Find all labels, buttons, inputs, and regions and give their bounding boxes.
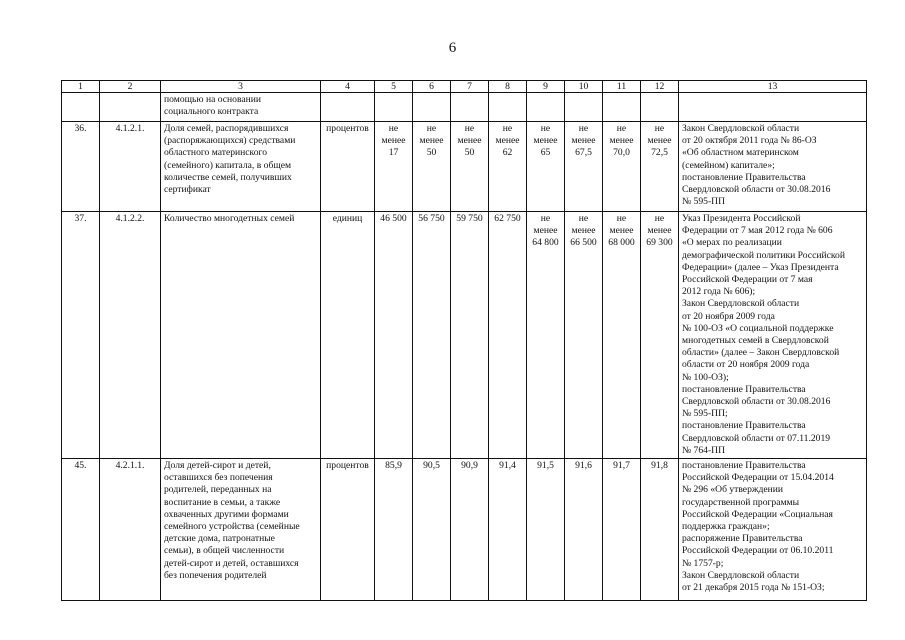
text-line: от 20 ноября 2009 года	[682, 310, 775, 322]
cell-value	[375, 212, 413, 459]
header-col-5: 5	[375, 81, 413, 93]
text-line: менее	[571, 135, 596, 147]
text-line: распоряжение Правительства	[682, 533, 803, 545]
cell-code: 4.2.1.1.	[100, 459, 161, 601]
cell-value	[451, 212, 489, 459]
text-line: Свердловской области от 30.08.2016	[682, 396, 831, 408]
cell-value	[451, 122, 489, 212]
text-line: поддержка граждан»;	[682, 521, 770, 533]
cell-no: 37.	[62, 212, 100, 459]
cell-value	[413, 122, 451, 212]
text-line: 91,5	[537, 460, 554, 472]
text-line: Российской Федерации «Социальная	[682, 508, 833, 520]
text-line: постановление Правительства	[682, 460, 806, 472]
text-line: не	[578, 213, 589, 224]
text-line: менее	[571, 225, 596, 237]
text-line: детские дома, патронатные	[164, 533, 275, 545]
cell-value	[413, 93, 451, 122]
cell-value	[641, 93, 679, 122]
cell-value	[413, 459, 451, 601]
text-line: от 21 декабря 2015 года № 151-ОЗ;	[682, 582, 825, 594]
text-line: от 20 октября 2011 года № 86-ОЗ	[682, 135, 817, 147]
text-line: № 595-ПП;	[682, 408, 728, 420]
text-line: 72,5	[651, 147, 668, 159]
text-line: Закон Свердловской области	[682, 123, 800, 134]
cell-no: 45.	[62, 459, 100, 601]
header-col-9: 9	[527, 81, 565, 93]
text-line: № 296 «Об утверждении	[682, 484, 784, 496]
text-line: Федерации от 7 мая 2012 года № 606	[682, 225, 833, 237]
text-line: Российской Федерации от 15.04.2014	[682, 472, 834, 484]
text-line: 91,7	[613, 460, 630, 472]
cell-value	[527, 122, 565, 212]
text-line: 50	[464, 147, 475, 159]
text-line: Указ Президента Российской	[682, 213, 801, 224]
cell-value	[375, 122, 413, 212]
text-line: не	[388, 123, 399, 134]
text-line: 90,9	[461, 460, 478, 472]
text-line: Доля детей-сирот и детей,	[164, 460, 271, 472]
cell-name	[161, 459, 321, 601]
cell-value	[451, 93, 489, 122]
cell-value	[375, 459, 413, 601]
text-line: Свердловской области от 07.11.2019	[682, 432, 831, 444]
cell-value	[489, 93, 527, 122]
text-line: 69 300	[646, 237, 673, 249]
text-line: Доля семей, распорядившихся	[164, 123, 289, 134]
indicators-table	[61, 80, 867, 601]
cell-code: 4.1.2.1.	[100, 122, 161, 212]
text-line: 17	[388, 147, 399, 159]
text-line: 91,8	[651, 460, 668, 472]
text-line: количестве семей, получивших	[164, 171, 292, 183]
text-line: сертификат	[164, 184, 211, 196]
text-line: 2012 года № 606);	[682, 286, 756, 298]
text-line: № 595-ПП	[682, 196, 725, 208]
text-line: семейного устройства (семейные	[164, 521, 300, 533]
text-line: менее	[419, 135, 444, 147]
table-row	[62, 212, 867, 459]
cell-value	[603, 459, 641, 601]
cell-value	[603, 93, 641, 122]
cell-source	[679, 212, 867, 459]
text-line: 91,4	[499, 460, 516, 472]
cell-name	[161, 93, 321, 122]
text-line: «О мерах по реализации	[682, 237, 782, 249]
text-line: менее	[381, 135, 406, 147]
text-line: не	[616, 213, 627, 224]
text-line: Свердловской области от 30.08.2016	[682, 184, 831, 196]
text-line: 90,5	[423, 460, 440, 472]
text-line: охваченных другими формами	[164, 508, 289, 520]
header-col-7: 7	[451, 81, 489, 93]
text-line: оставшихся без попечения	[164, 472, 273, 484]
cell-value	[527, 459, 565, 601]
text-line: детей-сирот и детей, оставшихся	[164, 557, 299, 569]
cell-value	[375, 93, 413, 122]
text-line: «Об областном материнском	[682, 147, 799, 159]
text-line: постановление Правительства	[682, 383, 806, 395]
text-line: 66 500	[570, 237, 597, 249]
cell-value	[413, 212, 451, 459]
header-row	[62, 81, 867, 93]
text-line: 68 000	[608, 237, 635, 249]
text-line: не	[464, 123, 475, 134]
text-line: менее	[647, 225, 672, 237]
header-col-2: 2	[100, 81, 161, 93]
text-line: № 764-ПП	[682, 444, 725, 456]
text-line: помощью на основании	[164, 94, 262, 105]
text-line: менее	[609, 135, 634, 147]
cell-value	[641, 212, 679, 459]
text-line: 70,0	[613, 147, 630, 159]
text-line: многодетных семей в Свердловской	[682, 335, 829, 347]
text-line: 65	[540, 147, 551, 159]
header-col-10: 10	[565, 81, 603, 93]
cell-unit: единиц	[321, 212, 375, 459]
cell-source	[679, 93, 867, 122]
text-line: области» (далее – Закон Свердловской	[682, 347, 840, 359]
text-line: воспитание в семьи, а также	[164, 496, 281, 508]
text-line: 85,9	[385, 460, 402, 472]
header-col-4: 4	[321, 81, 375, 93]
text-line: (распоряжающихся) средствами	[164, 135, 296, 147]
table-row	[62, 122, 867, 212]
text-line: не	[540, 213, 551, 224]
cell-unit: процентов	[321, 122, 375, 212]
text-line: менее	[533, 135, 558, 147]
text-line: (семейного) капитала, в общем	[164, 159, 292, 171]
header-col-12: 12	[641, 81, 679, 93]
text-line: № 100-ОЗ);	[682, 371, 729, 383]
text-line: Закон Свердловской области	[682, 298, 800, 310]
cell-no: 36.	[62, 122, 100, 212]
text-line: 56 750	[418, 213, 445, 224]
cell-value	[527, 93, 565, 122]
text-line: не	[654, 123, 665, 134]
cell-name	[161, 122, 321, 212]
text-line: не	[502, 123, 513, 134]
text-line: Федерации» (далее – Указ Президента	[682, 261, 839, 273]
text-line: не	[616, 123, 627, 134]
header-col-11: 11	[603, 81, 641, 93]
text-line: не	[578, 123, 589, 134]
cell-value	[489, 212, 527, 459]
text-line: постановление Правительства	[682, 171, 806, 183]
text-line: 62	[502, 147, 513, 159]
cell-value	[603, 122, 641, 212]
header-col-1: 1	[62, 81, 100, 93]
text-line: не	[426, 123, 437, 134]
header-col-8: 8	[489, 81, 527, 93]
text-line: 64 800	[532, 237, 559, 249]
cell-value	[565, 459, 603, 601]
text-line: социального контракта	[164, 106, 259, 118]
text-line: Количество многодетных семей	[164, 213, 295, 224]
text-line: Закон Свердловской области	[682, 569, 800, 581]
text-line: № 100-ОЗ «О социальной поддержке	[682, 322, 834, 334]
text-line: 91,6	[575, 460, 592, 472]
cell-value	[489, 459, 527, 601]
cell-value	[641, 122, 679, 212]
header-col-6: 6	[413, 81, 451, 93]
page-number: 6	[448, 40, 457, 56]
text-line: (семейном) капитале»;	[682, 159, 775, 171]
text-line: области от 20 ноября 2009 года	[682, 359, 810, 371]
cell-unit	[321, 93, 375, 122]
text-line: менее	[457, 135, 482, 147]
cell-value	[527, 212, 565, 459]
cell-value	[603, 212, 641, 459]
cell-value	[565, 212, 603, 459]
table-row	[62, 459, 867, 601]
text-line: Российской Федерации от 06.10.2011	[682, 545, 834, 557]
cell-code	[100, 93, 161, 122]
text-line: 67,5	[575, 147, 592, 159]
text-line: 59 750	[456, 213, 483, 224]
text-line: постановление Правительства	[682, 420, 806, 432]
text-line: 50	[426, 147, 437, 159]
text-line: демографической политики Российской	[682, 249, 845, 261]
header-col-3: 3	[161, 81, 321, 93]
text-line: не	[654, 213, 665, 224]
text-line: родителей, переданных на	[164, 484, 272, 496]
text-line: без попечения родителей	[164, 569, 267, 581]
text-line: менее	[495, 135, 520, 147]
cell-source	[679, 122, 867, 212]
text-line: семьи), в общей численности	[164, 545, 285, 557]
cell-unit: процентов	[321, 459, 375, 601]
continuation-row	[62, 93, 867, 122]
text-line: 46 500	[380, 213, 407, 224]
cell-value	[451, 459, 489, 601]
text-line: 62 750	[494, 213, 521, 224]
text-line: менее	[609, 225, 634, 237]
text-line: менее	[533, 225, 558, 237]
cell-value	[641, 459, 679, 601]
text-line: не	[540, 123, 551, 134]
cell-no	[62, 93, 100, 122]
text-line: № 1757-р;	[682, 557, 724, 569]
cell-value	[489, 122, 527, 212]
text-line: Российской Федерации от 7 мая	[682, 274, 813, 286]
cell-source	[679, 459, 867, 601]
header-col-13: 13	[679, 81, 867, 93]
cell-name	[161, 212, 321, 459]
cell-value	[565, 93, 603, 122]
text-line: государственной программы	[682, 496, 800, 508]
text-line: менее	[647, 135, 672, 147]
cell-value	[565, 122, 603, 212]
text-line: областного материнского	[164, 147, 268, 159]
cell-code: 4.1.2.2.	[100, 212, 161, 459]
